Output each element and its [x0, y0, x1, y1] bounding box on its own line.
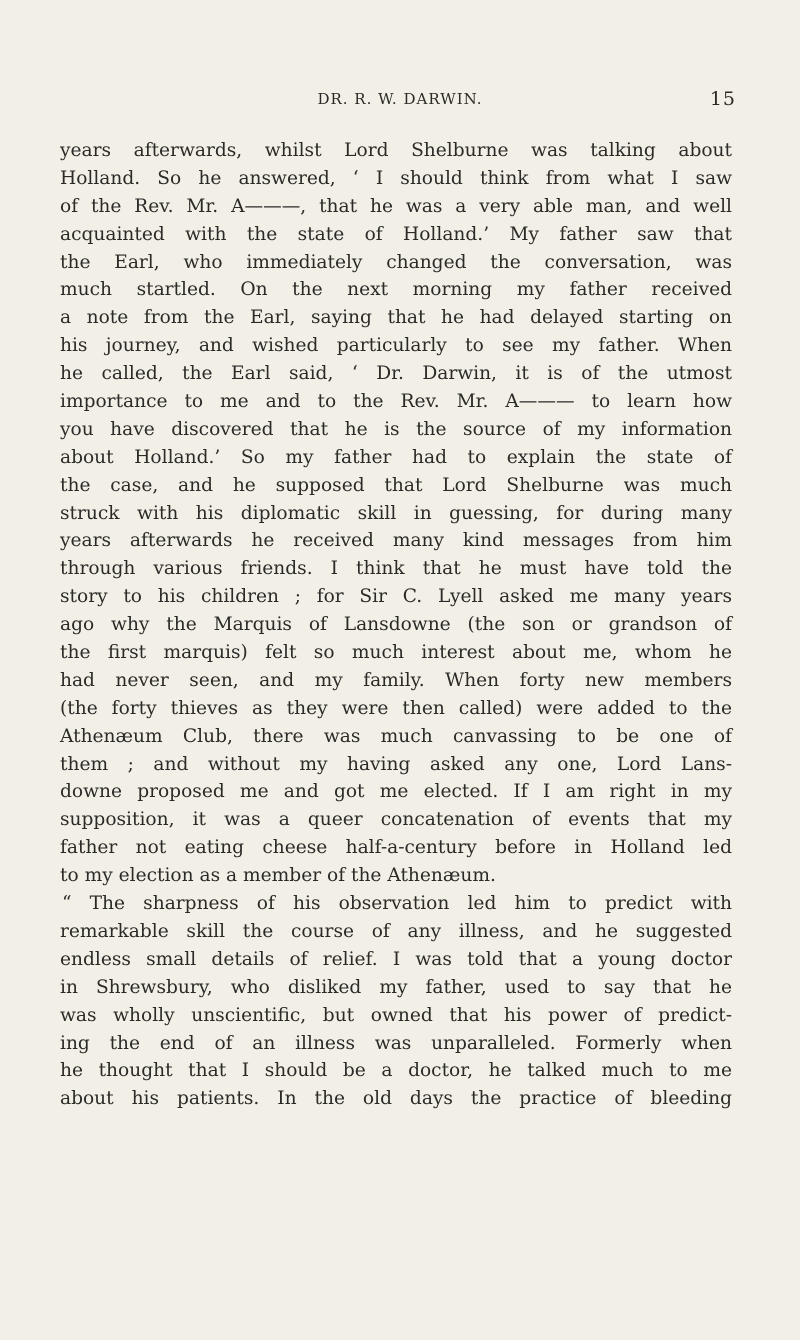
text-line: ing the end of an illness was unparalleled. Formerly when: [60, 1032, 732, 1054]
running-title: DR. R. W. DARWIN.: [317, 90, 483, 108]
page-number: 15: [709, 88, 736, 110]
text-line: through various friends. I think that he must have told the: [60, 558, 732, 580]
text-line: years afterwards he received many kind messages from him: [60, 530, 732, 552]
body-text: [60, 137, 732, 1113]
text-line: endless small details of relief. I was told that a young doctor: [60, 948, 732, 970]
text-line: downe proposed me and got me elected. If I am right in my: [60, 781, 732, 803]
text-line: “ The sharpness of his observation led him to predict with: [62, 893, 732, 915]
text-line: struck with his diplomatic skill in guessing, for during many: [60, 502, 732, 524]
text-line: about his patients. In the old days the practice of bleeding: [60, 1088, 732, 1110]
text-line: acquainted with the state of Holland.’ My father saw that: [60, 223, 732, 245]
text-line: about Holland.’ So my father had to explain the state of: [60, 446, 732, 468]
text-line: a note from the Earl, saying that he had delayed starting on: [60, 307, 732, 329]
text-line: Holland. So he answered, ‘ I should think from what I saw: [60, 167, 732, 189]
text-line: supposition, it was a queer concatenation of events that my: [60, 809, 732, 831]
text-line: you have discovered that he is the source of my information: [60, 418, 732, 440]
text-line: years afterwards, whilst Lord Shelburne was talking about: [60, 140, 732, 161]
text-line: the Earl, who immediately changed the conversation, was: [60, 251, 732, 273]
text-line: remarkable skill the course of any illness, and he suggested: [60, 920, 732, 942]
text-line: the case, and he supposed that Lord Shelburne was much: [60, 474, 732, 496]
text-line: father not eating cheese half-a-century before in Holland led: [60, 837, 732, 859]
text-line: importance to me and to the Rev. Mr. A——— to learn how: [60, 391, 732, 413]
text-line: he thought that I should be a doctor, he talked much to me: [60, 1060, 732, 1082]
text-line: was wholly unscientific, but owned that his power of predict-: [60, 1004, 732, 1026]
text-line: he called, the Earl said, ‘ Dr. Darwin, it is of the utmost: [60, 363, 732, 385]
text-line: much startled. On the next morning my father received: [60, 279, 732, 301]
text-line: story to his children ; for Sir C. Lyell asked me many years: [60, 586, 732, 608]
text-line: in Shrewsbury, who disliked my father, used to say that he: [60, 976, 732, 998]
text-line: ago why the Marquis of Lansdowne (the son or grandson of: [60, 614, 732, 636]
text-line: to my election as a member of the Athenæum.: [60, 865, 496, 887]
text-line: (the forty thieves as they were then called) were added to the: [60, 697, 732, 719]
running-head: [60, 90, 740, 114]
text-line: his journey, and wished particularly to see my father. When: [60, 335, 732, 357]
text-line: them ; and without my having asked any one, Lord Lans-: [60, 753, 732, 775]
text-line: the first marquis) felt so much interest about me, whom he: [60, 642, 732, 664]
text-line: had never seen, and my family. When forty new members: [60, 669, 732, 691]
text-line: of the Rev. Mr. A———, that he was a very able man, and well: [60, 195, 732, 217]
text-line: Athenæum Club, there was much canvassing to be one of: [60, 725, 732, 747]
